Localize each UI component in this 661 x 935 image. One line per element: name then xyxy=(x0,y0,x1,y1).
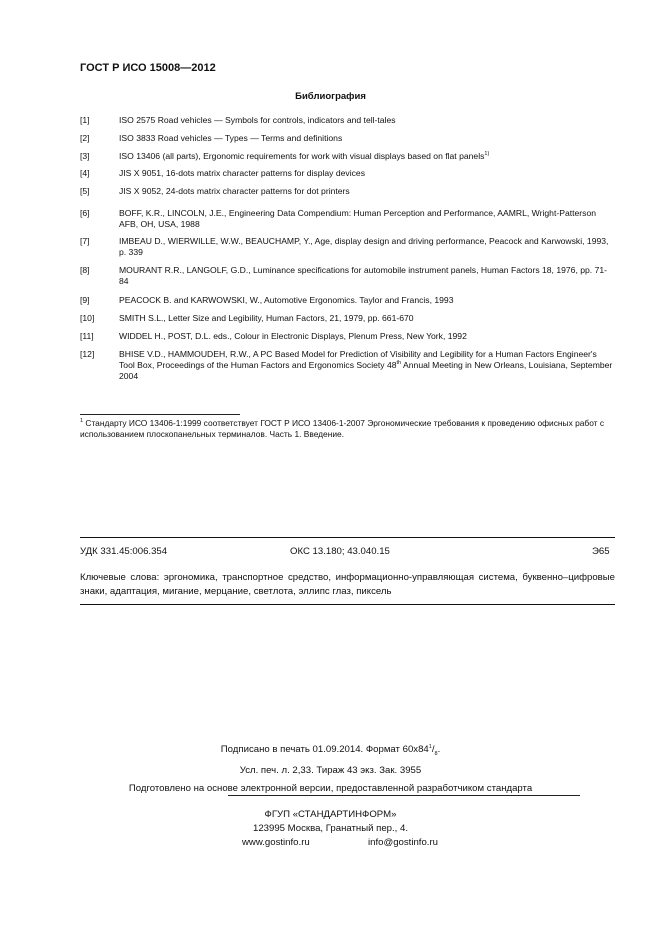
keywords: Ключевые слова: эргономика, транспортное средство, информационно-управляющая система, буквенно–цифровые знаки, адаптация, мигание, мерцание, светлота, эллипс глаз, пиксель xyxy=(80,572,615,597)
entry-number: [3] xyxy=(80,151,90,161)
signed-for-print: Подписано в печать 01.09.2014. Формат $60х84^1/_8$. xyxy=(220,744,441,757)
entry-number: [10] xyxy=(80,313,95,323)
publisher-website[interactable]: www.gostinfo.ru xyxy=(242,837,310,848)
entry-text: SMITH S.L., Letter Size and Legibility, Human Factors, 21, 1979, pp. 661-670 xyxy=(119,313,414,323)
entry-text-wrapper xyxy=(119,151,614,162)
classification-code: Э65 xyxy=(592,546,610,557)
entry-text-end: Annual Meeting in New Orleans, Louisiana, September 2004 xyxy=(119,360,613,381)
entry-number: [8] xyxy=(80,265,90,275)
entry-number: [5] xyxy=(80,186,90,196)
entry-text: ISO 2575 Road vehicles — Symbols for controls, indicators and tell-tales xyxy=(119,115,396,125)
entry-number: [1] xyxy=(80,115,90,125)
entry-text: JIS X 9051, 16-dots matrix character patterns for display devices xyxy=(119,168,365,178)
print-info: Усл. печ. л. 2,33. Тираж 43 экз. Зак. 3955 xyxy=(239,765,422,776)
entry-text: BOFF, K.R., LINCOLN, J.E., Engineering Data Compendium: Human Perception and Performance, AAMRL, Wright-Patterson AFB, OH, USA, 1988 xyxy=(119,208,596,229)
entry-number: [9] xyxy=(80,295,90,305)
entry-number: [12] xyxy=(80,349,95,359)
bottom-rule xyxy=(80,604,615,605)
entry-text: JIS X 9052, 24-dots matrix character patterns for dot printers xyxy=(119,186,350,196)
entry-text-start: BHISE V.D., HAMMOUDEH, R.W., A PC Based Model for Prediction of Visibility and Legibility for a Human Factors Engineer's Tool Box, Proceedings of the Human Factors and Ergonomics Society 48 xyxy=(119,349,597,370)
publisher-name: ФГУП «СТАНДАРТИНФОРМ» xyxy=(264,809,397,820)
top-rule xyxy=(80,537,615,538)
imprint-separator xyxy=(228,795,580,796)
footnote-reference: 1) xyxy=(484,151,490,157)
footnote xyxy=(80,418,615,440)
udk-code: УДК 331.45:006.354 xyxy=(80,546,168,557)
entry-text-wrapper xyxy=(119,349,614,382)
entry-number: [2] xyxy=(80,133,90,143)
prepared-note: Подготовлено на основе электронной версии, предоставленной разработчиком стандарта xyxy=(128,783,533,794)
entry-text: ISO 13406 (all parts), Ergonomic requirements for work with visual displays based on flat panels xyxy=(119,151,485,161)
entry-text: PEACOCK B. and KARWOWSKI, W., Automotive Ergonomics. Taylor and Francis, 1993 xyxy=(119,295,454,305)
signed-end: . xyxy=(437,744,441,755)
entry-text: ISO 3833 Road vehicles — Types — Terms and definitions xyxy=(119,133,343,143)
format-numerator: 1 xyxy=(428,744,432,750)
publisher-email[interactable]: info@gostinfo.ru xyxy=(368,837,439,848)
document-header: ГОСТ Р ИСО 15008—2012 xyxy=(80,62,216,74)
publisher-address: 123995 Москва, Гранатный пер., 4. xyxy=(253,823,408,834)
signed-text: Подписано в печать 01.09.2014. Формат 60х84 xyxy=(220,744,429,755)
entry-number: [4] xyxy=(80,168,90,178)
entry-text: MOURANT R.R., LANGOLF, G.D., Luminance specifications for automobile instrument panels, Human Factors 18, 1976, pp. 71-84 xyxy=(119,265,607,286)
entry-number: [7] xyxy=(80,236,90,246)
entry-number: [11] xyxy=(80,331,94,341)
entry-text: IMBEAU D., WIERWILLE, W.W., BEAUCHAMP, Y., Age, display design and driving performance, Peacock and Karwowski, 1993, p. 339 xyxy=(119,236,609,257)
format-denominator: 8 xyxy=(434,750,438,757)
bibliography-title: Библиография xyxy=(295,91,366,102)
footnote-separator xyxy=(80,414,240,415)
footnote-mark: 1 xyxy=(80,418,84,424)
oks-code: ОКС 13.180; 43.040.15 xyxy=(290,546,390,557)
entry-text: WIDDEL H., POST, D.L. eds., Colour in Electronic Displays, Plenum Press, New York, 1992 xyxy=(119,331,467,341)
superscript: th xyxy=(396,360,402,366)
footnote-text: Стандарту ИСО 13406-1:1999 соответствует ГОСТ Р ИСО 13406-1-2007 Эргономические требования к проведению офисных работ с использованием плоскопанельных терминалов. Часть 1. Введение. xyxy=(80,418,605,439)
entry-number: [6] xyxy=(80,208,90,218)
